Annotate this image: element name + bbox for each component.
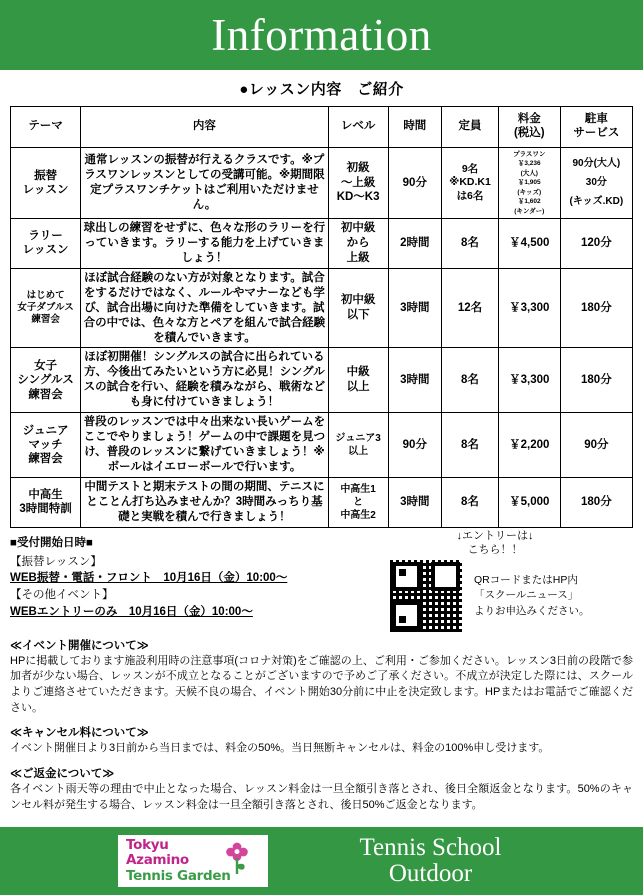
note-heading: ≪キャンセル料について≫ — [10, 727, 149, 740]
level-line: ジュニア3 — [335, 433, 381, 445]
theme-line: ジュニア — [22, 424, 69, 437]
table-row — [11, 348, 633, 413]
theme-line: レッスン — [22, 244, 69, 257]
level-line: と — [353, 496, 364, 508]
footer-banner — [0, 827, 643, 895]
qr-arrow-caption — [380, 530, 610, 558]
level-line: 中高生2 — [340, 509, 376, 521]
qr-core-dot — [399, 569, 406, 576]
parking-line: 30分 — [585, 177, 607, 189]
price-note: (大人) — [520, 169, 538, 177]
registration-group1-value: WEB振替・電話・フロント 10月16日（金）10:00～ — [10, 572, 288, 585]
row-level — [328, 218, 388, 268]
row-theme — [11, 413, 81, 478]
theme-line: ラリー — [28, 229, 63, 242]
logo-line2: Azamino — [126, 852, 189, 869]
logo-line3: Tennis Garden — [126, 867, 231, 884]
header-theme: テーマ — [11, 107, 81, 148]
section-heading: ●レッスン内容 ご紹介 — [239, 81, 404, 98]
row-theme — [11, 218, 81, 268]
qr-row — [380, 560, 630, 632]
lesson-table-container — [0, 106, 643, 528]
registration-group2-value: WEBエントリーのみ 10月16日（金）10:00～ — [10, 605, 253, 618]
footer-title — [248, 835, 613, 888]
level-line: 初中級 — [340, 294, 376, 307]
row-theme — [11, 268, 81, 348]
row-parking: 90分 — [560, 413, 632, 478]
registration-group1-label: 【振替レッスン】 — [10, 555, 102, 568]
row-capacity: 8名 — [442, 218, 499, 268]
parking-line: 90分(大人) — [572, 158, 621, 170]
theme-line: 練習会 — [31, 314, 60, 326]
row-level — [328, 348, 388, 413]
registration-section — [0, 528, 643, 634]
price-title: プラスワン — [513, 151, 546, 158]
row-theme — [11, 348, 81, 413]
logo-text — [126, 838, 231, 883]
theme-line: マッチ — [28, 438, 63, 451]
qr-instruction-line1: QRコードまたはHP内 — [474, 573, 578, 586]
level-line: から — [346, 236, 370, 249]
theme-line: 3時間特訓 — [19, 503, 72, 516]
row-content: 通常レッスンの振替が行えるクラスです。※プラスワンレッスンとしての受講可能。※期間限定プラスワンチケットはご利用いただけません。 — [81, 148, 329, 219]
header-price-line2: (税込) — [513, 127, 545, 139]
header-banner — [0, 0, 643, 70]
header-parking-line2: サービス — [573, 127, 620, 139]
notes-section — [0, 634, 643, 814]
theme-line: 振替 — [34, 169, 58, 182]
header-price-line1: 料金 — [517, 113, 541, 126]
level-line: 上級 — [346, 251, 370, 264]
row-parking: 180分 — [560, 477, 632, 527]
header-parking — [560, 107, 632, 148]
theme-line: レッスン — [22, 183, 69, 196]
level-line: 以上 — [348, 446, 369, 458]
qr-finder-bottom-left — [392, 601, 421, 630]
row-time: 3時間 — [388, 348, 442, 413]
theme-line: 女子ダブルス — [17, 302, 74, 314]
row-content: ほぼ試合経験のない方が対象となります。試合をするだけではなく、ルールやマナーなども学び、試合出場に向けた準備をしていきます。試合の中では、色々な方とペアを組んで試合経験を積んでいきます。 — [81, 268, 329, 348]
row-price: ￥3,300 — [498, 348, 560, 413]
table-row — [11, 477, 633, 527]
qr-instruction-line3: よりお申込みください。 — [474, 605, 590, 618]
row-capacity: 8名 — [442, 413, 499, 478]
level-line: 中高生1 — [340, 483, 376, 495]
header-content: 内容 — [81, 107, 329, 148]
note-body: 各イベント雨天等の理由で中止となった場合、レッスン料金は一旦全額引き落とされ、後日全額返金となります。50%のキャンセル料が発生する場合、レッスン料金は一旦全額引き落とされ、後日50%ご返金となります。 — [10, 783, 633, 811]
row-time: 3時間 — [388, 477, 442, 527]
registration-group2-label: 【その他イベント】 — [10, 589, 114, 602]
header-time: 時間 — [388, 107, 442, 148]
logo-line1: Tokyu — [126, 837, 169, 854]
theme-line: シングルス — [17, 374, 74, 387]
qr-core-dot — [399, 616, 406, 623]
header-price — [498, 107, 560, 148]
row-time: 3時間 — [388, 268, 442, 348]
table-row — [11, 148, 633, 219]
capacity-line: は6名 — [456, 189, 484, 202]
theme-line: 中高生 — [28, 488, 63, 501]
level-line: KD～K3 — [336, 191, 380, 204]
level-line: 中級 — [346, 366, 370, 379]
capacity-line: 9名 — [461, 162, 479, 175]
row-price — [498, 148, 560, 219]
row-price: ￥4,500 — [498, 218, 560, 268]
row-parking: 120分 — [560, 218, 632, 268]
level-line: ～上級 — [340, 176, 376, 189]
row-theme — [11, 148, 81, 219]
registration-heading: ■受付開始日時■ — [10, 536, 93, 549]
note-heading: ≪イベント開催について≫ — [10, 639, 149, 652]
flower-icon — [224, 841, 250, 875]
level-line: 初中級 — [340, 221, 376, 234]
level-line: 以上 — [346, 381, 370, 394]
row-time: 90分 — [388, 148, 442, 219]
level-line: 初級 — [346, 161, 370, 174]
note-heading: ≪ご返金について≫ — [10, 768, 115, 780]
page-title: Information — [211, 9, 432, 60]
level-line: 以下 — [346, 309, 370, 322]
row-parking: 180分 — [560, 348, 632, 413]
row-price: ￥2,200 — [498, 413, 560, 478]
row-content: 球出しの練習をせずに、色々な形のラリーを行っていきます。ラリーする能力を上げていきましょう！ — [81, 218, 329, 268]
header-level: レベル — [328, 107, 388, 148]
qr-arrow-line2: こちら！！ — [467, 543, 523, 556]
row-capacity: 8名 — [442, 348, 499, 413]
row-content: 中間テストと期末テストの間の期間、テニスにとことん打ち込みませんか？3時間みっちり基礎と実戦を積んで行きましょう！ — [81, 477, 329, 527]
row-capacity — [442, 148, 499, 219]
note-group-refund — [10, 766, 633, 813]
row-parking — [560, 148, 632, 219]
note-group-cancellation — [10, 725, 633, 757]
table-row — [11, 218, 633, 268]
table-row — [11, 268, 633, 348]
header-capacity: 定員 — [442, 107, 499, 148]
row-level — [328, 268, 388, 348]
theme-line: はじめて — [26, 290, 65, 302]
note-body: HPに掲載しております施設利用時の注意事項(コロナ対策)をご確認の上、ご利用・ご参加ください。レッスン3日前の段階で参加者が少ない場合、レッスンが不成立となることがございますので予めご了承ください。不成立が決定した際には、スクールよりご連絡させていただきます。天候不良の場合、イベント開始30分前に中止を決定致します。HPまたはお電話でご確認ください。 — [10, 654, 633, 714]
note-group-event — [10, 638, 633, 717]
lesson-table — [10, 106, 633, 528]
row-theme — [11, 477, 81, 527]
qr-entry-block — [380, 530, 630, 633]
price-note: (キッズ) — [517, 188, 542, 196]
row-capacity: 12名 — [442, 268, 499, 348]
row-level — [328, 477, 388, 527]
row-parking: 180分 — [560, 268, 632, 348]
row-level — [328, 413, 388, 478]
price-note: (キンダー) — [514, 207, 545, 215]
row-content: 普段のレッスンでは中々出来ない長いゲームをここでやりましょう！ゲームの中で課題を見つけ、普段のレッスンに繋げていきましょう！※ボールはイエローボールで行います。 — [81, 413, 329, 478]
price-value: ￥3,236 — [517, 160, 541, 168]
row-price: ￥3,300 — [498, 268, 560, 348]
capacity-line: ※KD.K1 — [449, 176, 491, 189]
row-time: 2時間 — [388, 218, 442, 268]
school-logo — [118, 835, 268, 887]
qr-instructions — [474, 573, 590, 620]
theme-line: 練習会 — [28, 388, 63, 401]
header-parking-line1: 駐車 — [584, 113, 608, 126]
footer-title-line1: Tennis School — [359, 833, 502, 861]
row-capacity: 8名 — [442, 477, 499, 527]
price-value: ￥1,602 — [517, 198, 541, 206]
theme-line: 女子 — [34, 359, 58, 372]
theme-line: 練習会 — [28, 453, 63, 466]
price-value: ￥1,905 — [517, 179, 541, 187]
parking-line: (キッズ.KD) — [569, 196, 624, 208]
qr-core-dot — [446, 569, 453, 576]
row-time: 90分 — [388, 413, 442, 478]
table-row — [11, 413, 633, 478]
row-level — [328, 148, 388, 219]
qr-code-icon[interactable] — [390, 560, 462, 632]
note-body: イベント開催日より3日前から当日までは、料金の50%。当日無断キャンセルは、料金の100%申し受けます。 — [10, 742, 550, 755]
row-price: ￥5,000 — [498, 477, 560, 527]
qr-arrow-line1: ↓エントリーは↓ — [456, 529, 534, 542]
qr-instruction-line2: 「スクールニュース」 — [474, 589, 579, 602]
row-content: ほぼ初開催！シングルスの試合に出られている方、今後出てみたいという方に必見！シングルスの試合を行い、経験を積みながら、戦術なども身に付けていきましょう！ — [81, 348, 329, 413]
table-header-row — [11, 107, 633, 148]
footer-title-line2: Outdoor — [388, 860, 473, 887]
registration-details — [10, 534, 370, 621]
